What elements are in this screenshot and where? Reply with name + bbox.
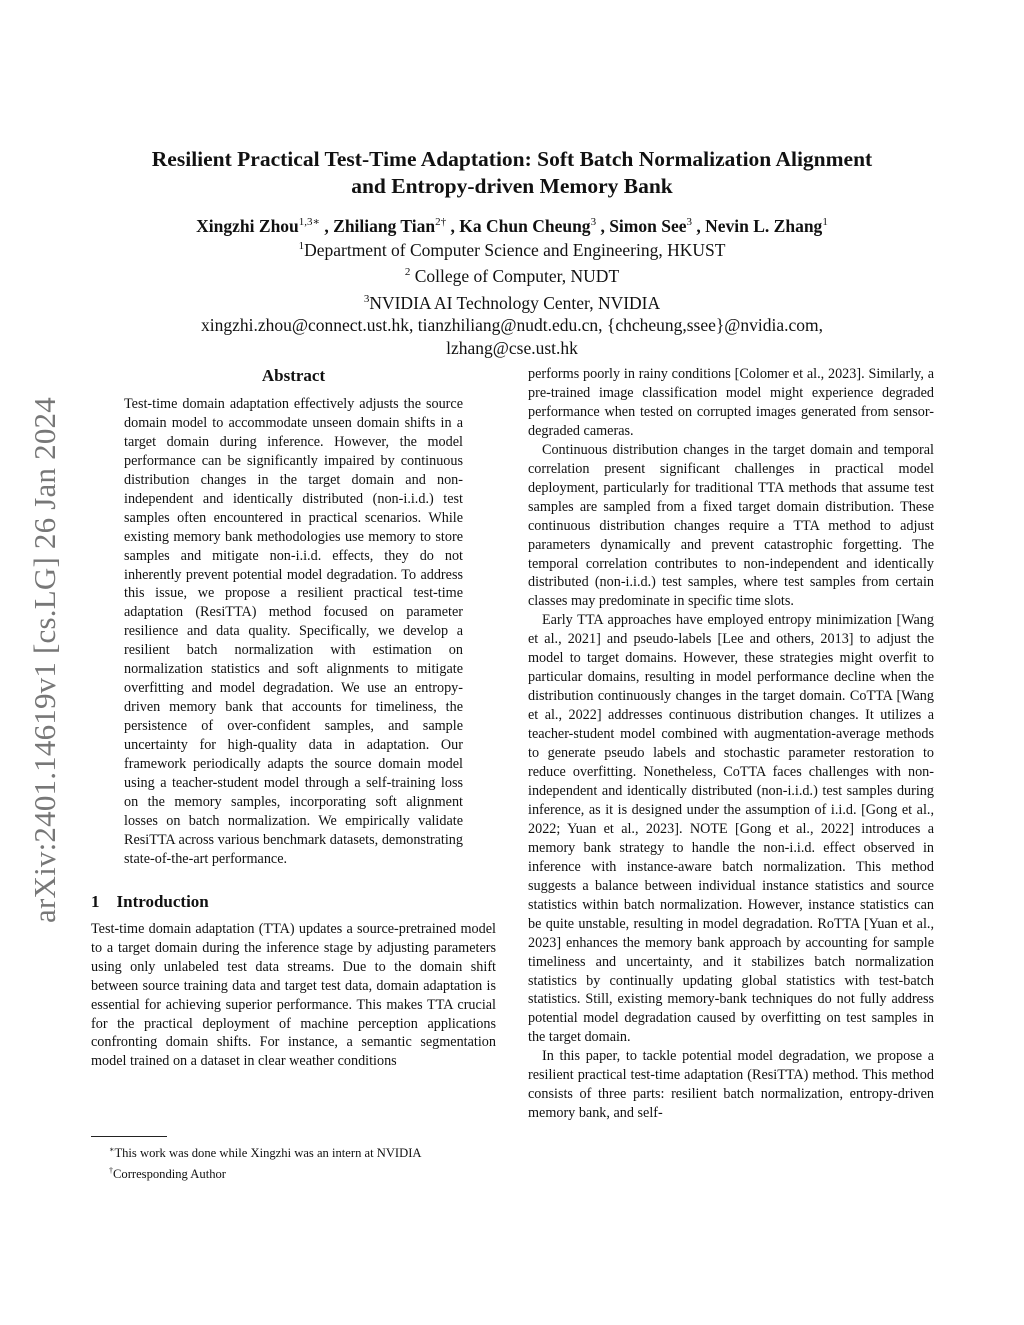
author-separator: , — [596, 215, 610, 236]
footnotes — [91, 1136, 496, 1183]
affiliation-text: Department of Computer Science and Engineering, HKUST — [304, 239, 726, 260]
footnote-mark: ∗ — [109, 1145, 115, 1154]
right-column — [528, 365, 934, 1123]
section-heading-introduction — [91, 893, 496, 912]
arxiv-sidebar — [22, 360, 68, 960]
intro-paragraph: Test-time domain adaptation (TTA) updates a source-pretrained model to a target domain during the inference stage by adjusting parameters using only unlabeled test data streams. Due to the domain shift between source training data and target test data, domain adaptation is essential for achieving superior performance. This makes TTA crucial for the practical deployment of machine perception applications confronting domain shifts. For instance, a semantic segmentation model trained on a dataset in clear weather conditions — [91, 920, 496, 1070]
footnote-text: Corresponding Author — [113, 1167, 226, 1182]
paper-title — [100, 146, 924, 200]
footnote-text: This work was done while Xingzhi was an intern at NVIDIA — [114, 1146, 422, 1161]
author-list — [100, 210, 924, 238]
author-name: Nevin L. Zhang — [705, 215, 823, 236]
affiliation — [100, 261, 924, 287]
section-number: 1 — [91, 891, 100, 911]
author-separator: , — [692, 215, 706, 236]
intro-paragraph: Early TTA approaches have employed entropy minimization [Wang et al., 2021] and pseudo-labels [Lee and others, 2013] to adjust the model to target domains. However, these strategies might overfit to particular domains, resulting in model performance decline when the distribution continuously changes in the target domain. CoTTA [Wang et al., 2022] addresses continuous distribution changes. It utilizes a teacher-student model combined with augmentation-average methods to generate pseudo labels and stochastic parameter restoration to reduce overfitting. Nonetheless, CoTTA faces challenges with non-independent and identically distributed (non-i.i.d.) test samples during inference, as it is designed under the assumption of i.i.d. [Gong et al., 2022; Yuan et al., 2023]. NOTE [Gong et al., 2022] introduces a memory bank strategy to handle the non-i.i.d. effect observed in inference with instance-aware batch normalization. This method suggests a balance between individual instance statistics and source statistics within batch normalization. However, instance statistics can be quite unstable, resulting in model degradation. RoTTA [Yuan et al., 2023] enhances the memory bank approach by accounting for sample timeliness and uncertainty, and it stabilizes batch normalization statistics by continually updating global statistics with test-batch statistics. Still, existing memory-bank techniques do not fully address potential model degradation caused by overfitting on test samples in the target domain. — [528, 612, 934, 1046]
affiliation — [100, 288, 924, 314]
author-name: Ka Chun Cheung — [459, 215, 591, 236]
abstract-text: Test-time domain adaptation effectively adjusts the source domain model to accommodate unseen domain shifts in a target domain during inference. However, the model performance can be significantly impaired by continuous distribution changes in the target domain and non-independent and identically distributed (non-i.i.d.) test samples often encountered in practical scenarios. While existing memory bank methodologies use memory to store samples and mitigate non-i.i.d. effects, they do not inherently prevent potential model degradation. To address this issue, we propose a resilient practical test-time adaptation (ResiTTA) method focused on parameter resilience and data quality. Specifically, we develop a resilient batch normalization with estimation on normalization statistics and soft alignments to mitigate overfitting and model degradation. We use an entropy-driven memory bank that accounts for timeliness, the persistence of over-confident samples, and sample uncertainty for high-quality data in adaptation. Our framework periodically adapts the source domain model using a teacher-student model through a self-training loss on the memory samples, incorporating soft alignment losses on batch normalization. We empirically validate ResiTTA across various benchmark datasets, demonstrating state-of-the-art performance. — [124, 395, 463, 867]
affiliation-mark: 2 — [404, 266, 411, 279]
footnote — [91, 1162, 496, 1183]
affiliation-text: College of Computer, NUDT — [410, 266, 620, 287]
email-line-1: xingzhi.zhou@connect.ust.hk, tianzhiliang@nudt.edu.cn, {chcheung,ssee}@nvidia.com, — [200, 315, 824, 336]
affiliation-text: NVIDIA AI Technology Center, NVIDIA — [369, 292, 661, 313]
intro-paragraph: performs poorly in rainy conditions [Colomer et al., 2023]. Similarly, a pre-trained image classification model might experience degraded performance when tested on corrupted images generated from sensor-degraded cameras. — [528, 366, 934, 439]
title-line-2: and Entropy-driven Memory Bank — [351, 174, 673, 198]
affiliation — [100, 235, 924, 261]
author-mark: 3 — [590, 216, 597, 228]
abstract-heading: Abstract — [261, 366, 326, 385]
title-line-1: Resilient Practical Test-Time Adaptation: Soft Batch Normalization Alignment — [151, 147, 873, 171]
author-separator: , — [320, 215, 334, 236]
intro-paragraph: In this paper, to tackle potential model degradation, we propose a resilient practical test-time adaptation (ResiTTA) method. This method consists of three parts: resilient batch normalization, entropy-driven memory bank, and self- — [528, 1048, 934, 1122]
affiliations — [100, 235, 924, 359]
intro-paragraph: Continuous distribution changes in the target domain and temporal correlation present significant challenges in practical model deployment, particularly for traditional TTA methods that assume test samples are sampled from a fixed target domain distribution. These continuous distribution changes require a TTA method to adjust parameters dynamically and prevent catastrophic forgetting. The temporal correlation contributes to non-independent and identically distributed (non-i.i.d.) test samples, where test samples from certain classes may predominate in specific time slots. — [528, 441, 934, 610]
footnote — [91, 1141, 496, 1162]
author-mark: 1,3∗ — [298, 216, 321, 228]
author-separator: , — [446, 215, 460, 236]
author-name: Xingzhi Zhou — [196, 215, 299, 236]
section-title: Introduction — [116, 891, 209, 911]
author-name: Zhiliang Tian — [333, 215, 436, 236]
arxiv-identifier: arXiv:2401.14619v1 [cs.LG] 26 Jan 2024 — [27, 397, 62, 923]
left-column — [91, 365, 496, 1071]
author-mark: 2† — [435, 216, 447, 228]
abstract-body — [124, 395, 463, 869]
author-mark: 1 — [822, 216, 828, 228]
affiliation-mark: 1 — [298, 240, 305, 252]
email-line-2: lzhang@cse.ust.hk — [446, 337, 578, 358]
author-mark: 3 — [686, 216, 692, 228]
footnote-mark: † — [109, 1166, 113, 1176]
footnote-rule — [91, 1136, 167, 1137]
author-name: Simon See — [609, 215, 687, 236]
affiliation-mark: 3 — [363, 292, 370, 305]
